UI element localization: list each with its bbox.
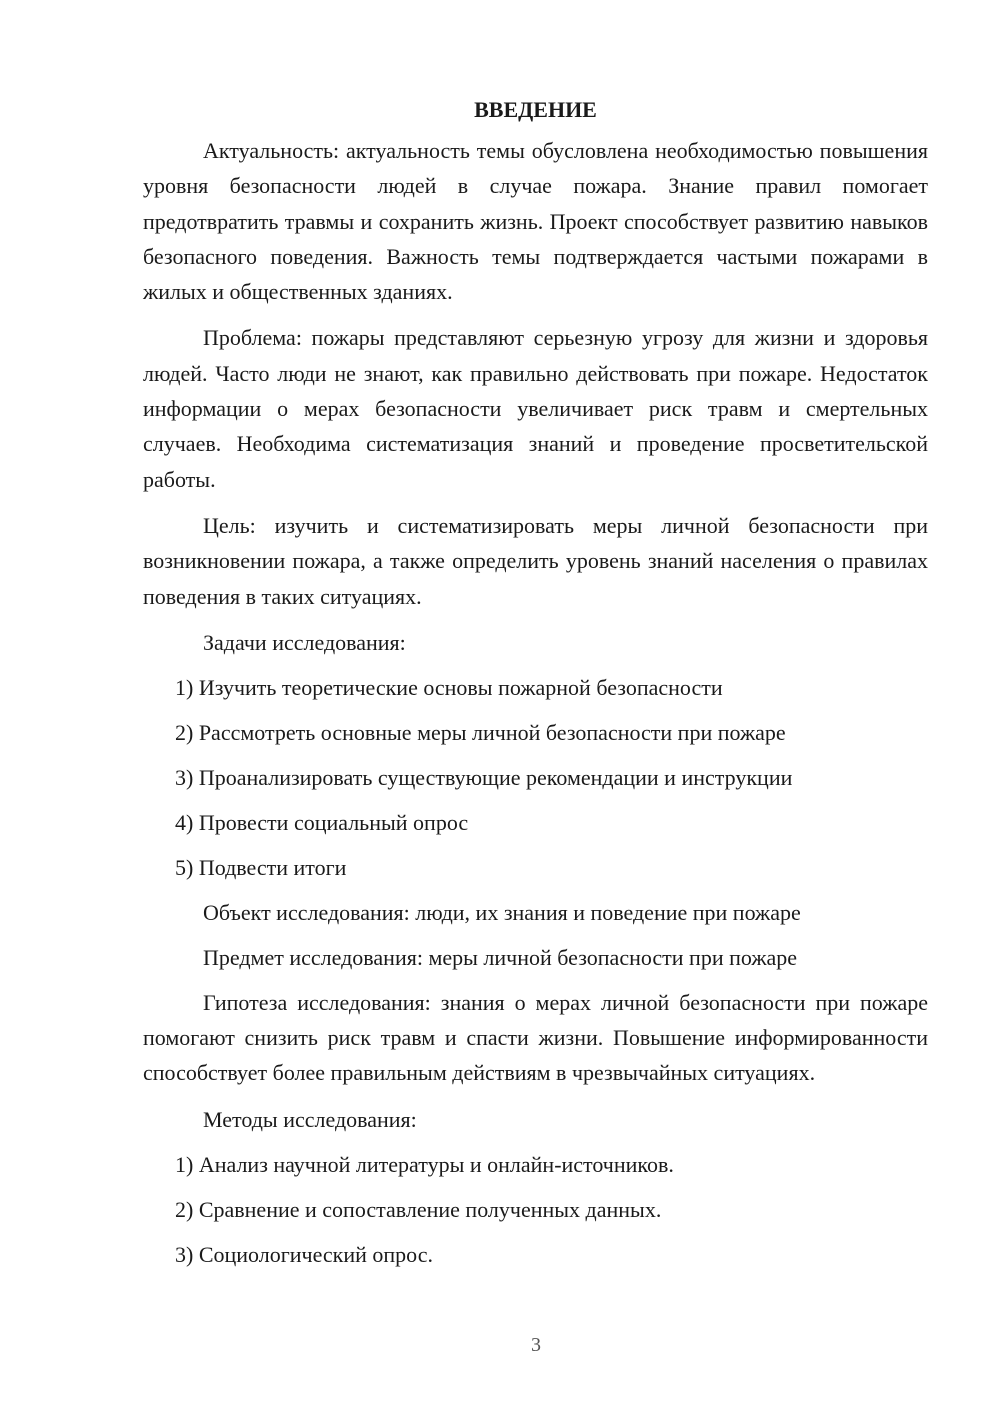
methods-heading: Методы исследования:	[203, 1106, 417, 1132]
method-item-2: 2) Сравнение и сопоставление полученных данных.	[175, 1196, 662, 1222]
page-number: 3	[531, 1334, 541, 1356]
document-page	[143, 92, 928, 1282]
document-title: ВВЕДЕНИЕ	[474, 97, 597, 122]
tasks-heading: Задачи исследования:	[203, 629, 406, 655]
task-item-2: 2) Рассмотреть основные меры личной безопасности при пожаре	[175, 719, 786, 745]
method-item-1: 1) Анализ научной литературы и онлайн-источников.	[175, 1151, 674, 1177]
task-item-1: 1) Изучить теоретические основы пожарной безопасности	[175, 674, 723, 700]
research-subject: Предмет исследования: меры личной безопасности при пожаре	[203, 944, 798, 970]
goal-paragraph: Цель: изучить и систематизировать меры личной безопасности при возникновении пожара, а также определить уровень знаний населения о правилах поведения в таких ситуациях.	[143, 512, 928, 609]
task-item-3: 3) Проанализировать существующие рекомендации и инструкции	[175, 764, 793, 790]
problem-paragraph: Проблема: пожары представляют серьезную угрозу для жизни и здоровья людей. Часто люди не знают, как правильно действовать при пожаре. Недостаток информации о мерах безопасности увеличивает риск травм и смертельных случаев. Необходима систематизация знаний и проведение просветительской работы.	[143, 325, 928, 492]
research-object: Объект исследования: люди, их знания и поведение при пожаре	[203, 899, 801, 925]
task-item-4: 4) Провести социальный опрос	[175, 809, 469, 835]
task-item-5: 5) Подвести итоги	[175, 854, 347, 880]
hypothesis-paragraph: Гипотеза исследования: знания о мерах личной безопасности при пожаре помогают снизить риск травм и спасти жизни. Повышение информированности способствует более правильным действиям в чрезвычайных ситуациях.	[143, 989, 928, 1086]
relevance-paragraph: Актуальность: актуальность темы обусловлена необходимостью повышения уровня безопасности людей в случае пожара. Знание правил помогает предотвратить травмы и сохранить жизнь. Проект способствует развитию навыков безопасного поведения. Важность темы подтверждается частыми пожарами в жилых и общественных зданиях.	[143, 138, 928, 305]
method-item-3: 3) Социологический опрос.	[175, 1241, 433, 1267]
